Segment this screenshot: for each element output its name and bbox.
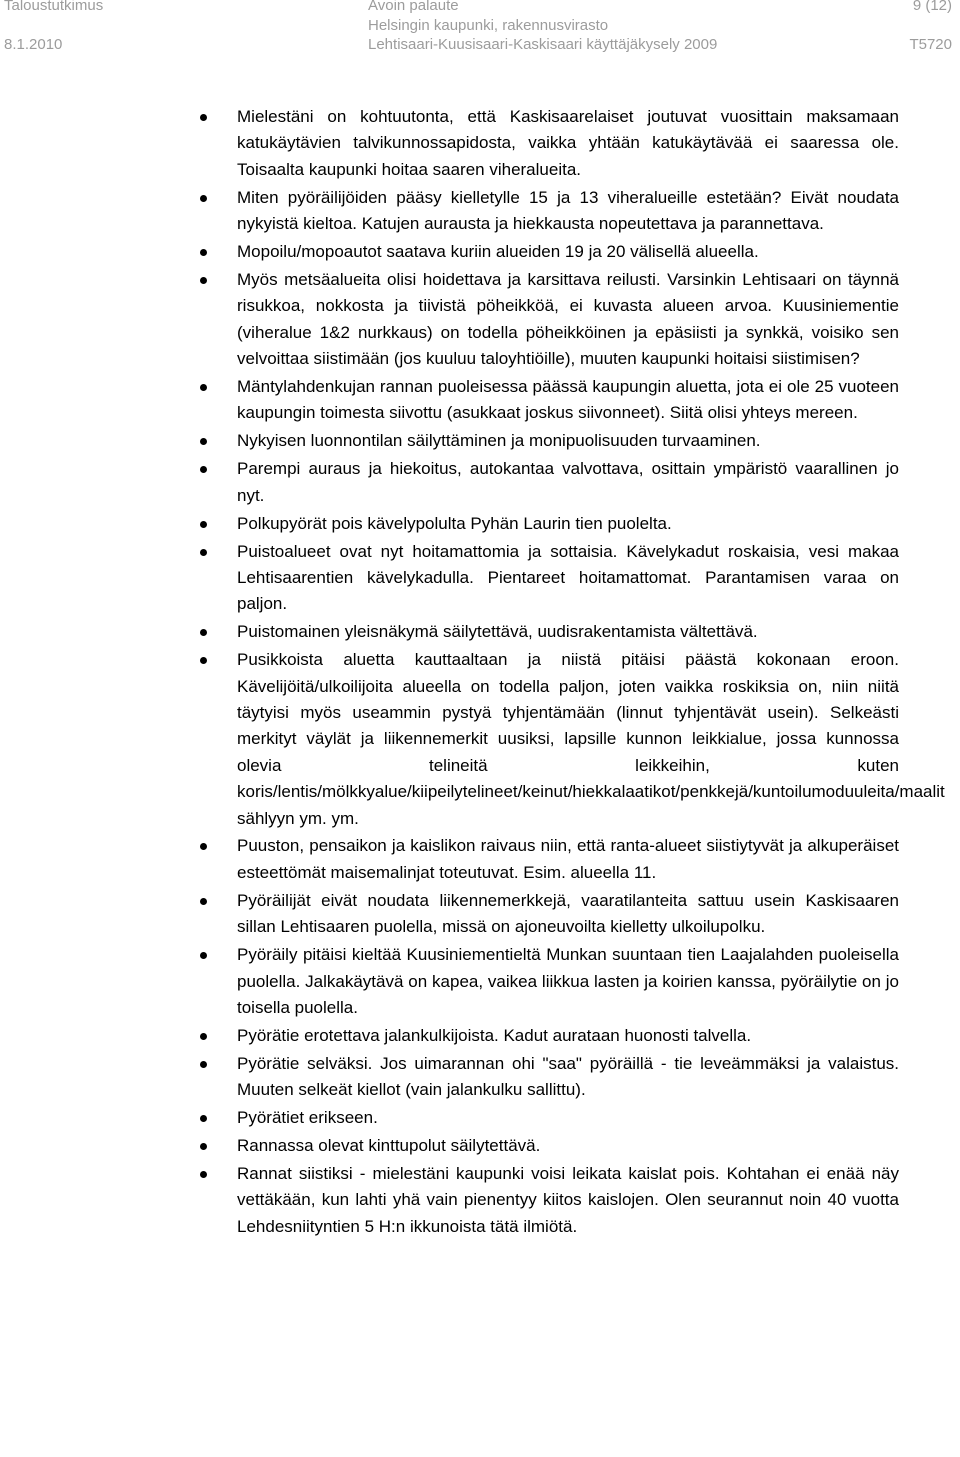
list-item (0, 104, 899, 183)
list-item-text: Nykyisen luonnontilan säilyttäminen ja monipuolisuuden turvaaminen. (237, 431, 761, 451)
list-item (0, 239, 899, 265)
header-company: Taloustutkimus (4, 0, 104, 14)
list-item-text: Polkupyörät pois kävelypolulta Pyhän Laurin tien puolelta. (237, 513, 672, 533)
list-item-text: Pyöräily pitäisi kieltää Kuusiniementieltä Munkan suuntaan tien Laajalahden puoleisella puolella. Jalkakäytävä on kapea, vaikea liikkua lasten ja koirien kanssa, pyöräilytie on jo toisella puolella. (237, 945, 899, 1017)
bullet-icon (200, 195, 207, 202)
list-item-text: Mopoilu/mopoautot saatava kuriin alueiden 19 ja 20 välisellä alueella. (237, 242, 759, 262)
list-item (0, 1161, 899, 1240)
list-item (0, 888, 899, 941)
bullet-icon (200, 657, 207, 664)
list-item (0, 647, 945, 832)
list-item (0, 185, 899, 238)
list-item (0, 428, 899, 454)
header-survey-title: Lehtisaari-Kuusisaari-Kaskisaari käyttäjäkysely 2009 (368, 36, 718, 53)
header-page-number: 9 (12) (912, 0, 952, 14)
list-item-text: Mielestäni on kohtuutonta, että Kaskisaarelaiset joutuvat vuosittain maksamaan katukäytävien talvikunnossapidosta, vaikka yhtään katukäytävää ei saaressa ole. Toisaalta kaupunki hoitaa saaren viheralueita. (237, 107, 899, 179)
bullet-icon (200, 1115, 207, 1122)
bullet-icon (200, 438, 207, 445)
list-item-text: Pusikkoista aluetta kauttaaltaan ja niistä pitäisi päästä kokonaan eroon. Kävelijöitä/ulkoilijoita alueella on todella paljon, joten vaikka roskiksia on, niin niitä täytyisi myös useammin pystyä tyhjentämään (linnut tyhjentävät usein). Selkeästi merkityt väylät ja liikennemerkit uusiksi, lapsille kunnon leikkialue, jossa kunnossa olevia telineitä leikkeihin, kuten koris/lentis/mölkkyalue/kiipeilytelineet/keinut/hiekkalaatikot/penkkejä/kuntoilumoduuleita/maalit sählyyn ym. ym. (237, 650, 945, 828)
list-item (0, 374, 899, 427)
bullet-icon (200, 629, 207, 636)
bullet-icon (200, 549, 207, 556)
list-item (0, 1133, 899, 1159)
list-item-text: Puistomainen yleisnäkymä säilytettävä, uudisrakentamista vältettävä. (237, 622, 758, 642)
bullet-icon (200, 1143, 207, 1150)
list-item-text: Myös metsäalueita olisi hoidettava ja karsittava reilusti. Varsinkin Lehtisaari on täynnä risukkoa, nokkosta ja tiivistä pöheikköä, ei kuvasta alueen arvoa. Kuusiniementie (viheralue 1&2 nurkkaus) on todella pöheikköinen ja epäsiisti ja synkkä, voisiko sen velvoittaa siistimään (jos kuuluu taloyhtiöille), muuten kaupunki hoitaisi siistimisen? (237, 269, 899, 369)
feedback-list (0, 104, 960, 1240)
list-item-text: Puuston, pensaikon ja kaislikon raivaus niin, että ranta-alueet siistiytyvät ja alkuperäiset esteettömät maisemalinjat toteutuvat. Esim. alueella 11. (237, 836, 899, 882)
list-item-text: Mäntylahdenkujan rannan puoleisessa päässä kaupungin aluetta, jota ei ole 25 vuoteen kaupungin toimesta siivottu (asukkaat joskus siivonneet). Siitä olisi yhteys mereen. (237, 377, 899, 423)
list-item (0, 942, 899, 1021)
list-item (0, 267, 899, 373)
bullet-icon (200, 466, 207, 473)
bullet-icon (200, 1171, 207, 1178)
list-item-text: Pyörätie erotettava jalankulkijoista. Kadut aurataan huonosti talvella. (237, 1025, 752, 1045)
list-item (0, 539, 899, 618)
header-project-code: T5720 (909, 36, 952, 53)
feedback-content (0, 104, 960, 1242)
list-item (0, 511, 899, 537)
list-item-text: Pyöräilijät eivät noudata liikennemerkkejä, vaaratilanteita sattuu usein Kaskisaaren sillan Lehtisaaren puolella, missä on ajoneuvoilta kielletty ulkoilupolku. (237, 890, 899, 937)
list-item (0, 1051, 899, 1104)
bullet-icon (200, 521, 207, 528)
bullet-icon (200, 843, 207, 850)
bullet-icon (200, 249, 207, 256)
bullet-icon (200, 114, 207, 121)
bullet-icon (200, 1033, 207, 1040)
bullet-icon (200, 1061, 207, 1068)
list-item-text: Pyörätiet erikseen. (237, 1108, 378, 1128)
list-item-text: Parempi auraus ja hiekoitus, autokantaa valvottava, osittain ympäristö vaarallinen jo nyt. (237, 459, 899, 505)
list-item (0, 1105, 899, 1131)
list-item-text: Rannat siistiksi - mielestäni kaupunki voisi leikata kaislat pois. Kohtahan ei enää näy vettäkään, kun lahti yhä vain pienentyy kiitos kaislojen. Olen seurannut noin 40 vuotta Lehdesniityntien 5 H:n ikkunoista tätä ilmiötä. (237, 1163, 899, 1236)
page-header (0, 0, 960, 60)
list-item (0, 833, 899, 886)
list-item-text: Pyörätie selväksi. Jos uimarannan ohi "saa" pyöräillä - tie leveämmäksi ja valaistus. Muuten selkeät kiellot (vain jalankulku sallittu). (237, 1053, 899, 1100)
list-item-text: Rannassa olevat kinttupolut säilytettävä. (237, 1135, 541, 1155)
bullet-icon (200, 277, 207, 284)
list-item-text: Miten pyöräilijöiden pääsy kielletylle 15 ja 13 viheralueille estetään? Eivät noudata nykyistä kieltoa. Katujen aurausta ja hiekkausta nopeutettava ja parannettava. (237, 187, 899, 234)
header-section-title: Avoin palaute (368, 0, 459, 14)
list-item-text: Puistoalueet ovat nyt hoitamattomia ja sottaisia. Kävelykadut roskaisia, vesi makaa Lehtisaarentien kävelykadulla. Pientareet hoitamattomat. Parantamisen varaa on paljon. (237, 541, 899, 614)
header-client: Helsingin kaupunki, rakennusvirasto (368, 17, 609, 34)
bullet-icon (200, 952, 207, 959)
list-item (0, 456, 899, 509)
header-date: 8.1.2010 (4, 36, 63, 53)
list-item (0, 619, 899, 645)
list-item (0, 1023, 899, 1049)
bullet-icon (200, 384, 207, 391)
bullet-icon (200, 898, 207, 905)
